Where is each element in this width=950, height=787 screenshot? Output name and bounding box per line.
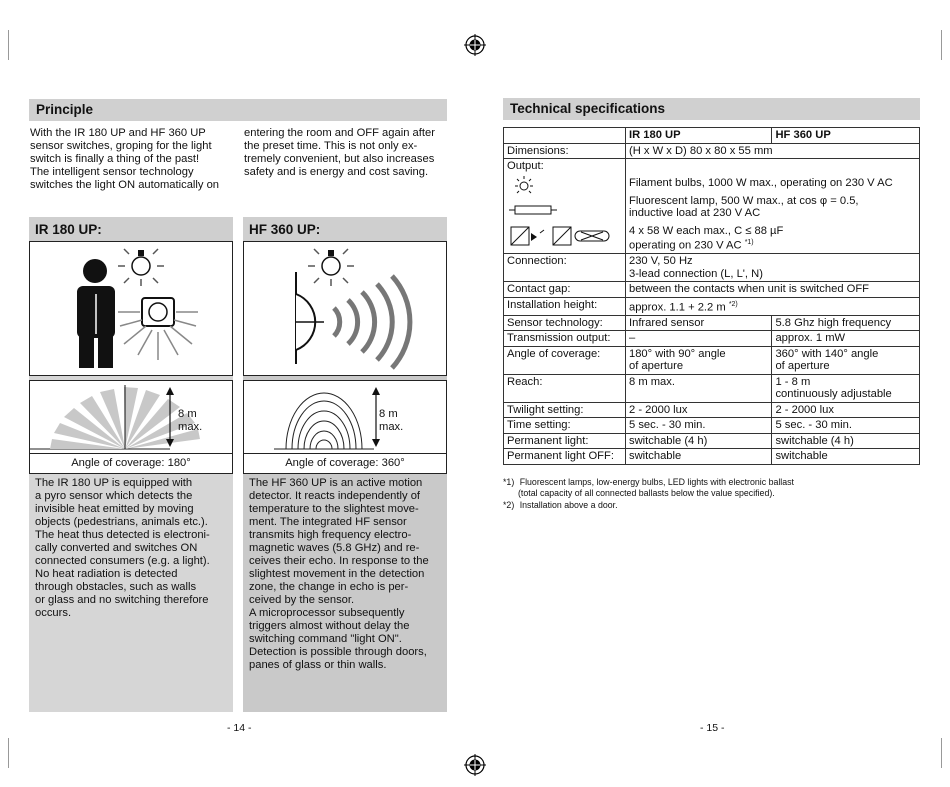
hf-coverage-circles-icon xyxy=(244,381,446,453)
page-number-right: - 15 - xyxy=(700,722,725,734)
row-value xyxy=(625,254,919,282)
crop-mark xyxy=(8,738,9,768)
hf-caption: Angle of coverage: 360° xyxy=(243,453,447,474)
principle-column-2 xyxy=(244,127,449,179)
text-line: tremely convenient, but also increases xyxy=(244,153,435,165)
hf-sensor-waves-icon xyxy=(244,242,446,375)
text-line xyxy=(629,237,916,252)
text-line: or glass and no switching therefore xyxy=(35,594,209,606)
row-value: between the contacts when unit is switched OFF xyxy=(625,282,919,298)
text-line: 230 V, 50 Hz xyxy=(628,255,693,268)
row-label xyxy=(504,159,626,254)
table-row xyxy=(504,331,920,347)
row-label: Permanent light: xyxy=(504,433,626,449)
ir-heading: IR 180 UP: xyxy=(29,217,233,241)
text-line: panes of glass or thin walls. xyxy=(249,659,387,671)
principle-heading: Principle xyxy=(29,99,447,121)
ir-coverage-diagram xyxy=(29,380,233,454)
bulb-icon xyxy=(513,175,535,195)
text-line: sensor switches, groping for the light xyxy=(30,140,212,152)
row-label: Transmission output: xyxy=(504,331,626,347)
row-label: Permanent light OFF: xyxy=(504,449,626,465)
footnote-mark: *1) xyxy=(503,477,515,487)
range-unit: max. xyxy=(178,421,203,433)
hf-heading: HF 360 UP: xyxy=(243,217,447,241)
range-value: 8 m xyxy=(379,408,398,420)
spec-table xyxy=(503,127,920,465)
text-line: triggers almost without delay the xyxy=(249,620,410,632)
cell-ir xyxy=(625,346,771,374)
text-line: The intelligent sensor technology xyxy=(30,166,194,178)
table-row xyxy=(504,254,920,282)
text-line: switches the light ON automatically on xyxy=(30,179,220,191)
cell-ir: 8 m max. xyxy=(625,374,771,402)
table-row xyxy=(504,433,920,449)
output-label: Output: xyxy=(507,160,544,172)
table-cell xyxy=(504,128,626,144)
text-line: Installation above a door. xyxy=(519,500,618,510)
fluorescent-tube-icon xyxy=(509,203,557,217)
footnote-ref: *1) xyxy=(744,239,754,246)
text-line: The HF 360 UP is an active motion xyxy=(249,477,423,489)
table-row-output xyxy=(504,159,920,254)
ir-caption: Angle of coverage: 180° xyxy=(29,453,233,474)
text-line: ceives their echo. In response to the xyxy=(249,555,429,567)
text-line: 3-lead connection (L, L', N) xyxy=(628,267,763,280)
text-line: a pyro sensor which detects the xyxy=(35,490,193,502)
text-line: entering the room and OFF again after xyxy=(244,127,435,139)
cell-hf xyxy=(772,346,920,374)
table-row xyxy=(504,449,920,465)
text-line: A microprocessor subsequently xyxy=(249,607,405,619)
text-line: of aperture xyxy=(775,360,830,373)
text-line: ceived by the sensor. xyxy=(249,594,355,606)
output-fluorescent xyxy=(629,195,916,220)
row-label: Twilight setting: xyxy=(504,402,626,418)
text-line: the preset time. This is not only ex- xyxy=(244,140,418,152)
row-label: Dimensions: xyxy=(504,143,626,159)
cell-hf: 5.8 Ghz high frequency xyxy=(772,315,920,331)
table-header-row xyxy=(504,128,920,144)
text-line: The IR 180 UP is equipped with xyxy=(35,477,193,489)
text-line: 360° with 140° angle xyxy=(775,347,879,360)
row-label: Reach: xyxy=(504,374,626,402)
output-bulb: Filament bulbs, 1000 W max., operating on 230 V AC xyxy=(628,177,893,189)
text-line: Fluorescent lamps, low-energy bulbs, LED lights with electronic ballast xyxy=(519,477,794,487)
footnote-ref: *2) xyxy=(728,300,738,308)
hf-description xyxy=(249,477,445,672)
text-line: occurs. xyxy=(35,607,72,619)
cell-ir: switchable (4 h) xyxy=(625,433,771,449)
table-row xyxy=(504,374,920,402)
table-row xyxy=(504,402,920,418)
hf-range-label xyxy=(379,408,403,434)
page-number-left: - 14 - xyxy=(227,722,252,734)
output-led xyxy=(629,225,916,253)
ir-range-label xyxy=(178,408,202,434)
principle-column-1 xyxy=(30,127,240,192)
text-line: ment. The integrated HF sensor xyxy=(249,516,407,528)
text-line: 1 - 8 m xyxy=(775,375,811,388)
row-label: Angle of coverage: xyxy=(504,346,626,374)
range-value: 8 m xyxy=(178,408,197,420)
text-line: switch is finally a thing of the past! xyxy=(30,153,200,165)
cell-hf: 5 sec. - 30 min. xyxy=(772,418,920,434)
text-line: approx. 1.1 + 2.2 m xyxy=(628,301,726,314)
registration-mark-icon xyxy=(464,34,486,56)
text-line: operating on 230 V AC xyxy=(628,239,742,252)
row-label: Contact gap: xyxy=(504,282,626,298)
crop-mark xyxy=(941,30,942,60)
table-row xyxy=(504,418,920,434)
text-line: objects (pedestrians, animals etc.). xyxy=(35,516,208,528)
cell-hf: switchable xyxy=(772,449,920,465)
row-value xyxy=(625,159,919,254)
table-row xyxy=(504,143,920,159)
ir-person-sensor-icon xyxy=(30,242,232,375)
cell-ir: 5 sec. - 30 min. xyxy=(625,418,771,434)
registration-mark-icon xyxy=(464,754,486,776)
cell-ir: Infrared sensor xyxy=(625,315,771,331)
table-row xyxy=(504,315,920,331)
text-line: (total capacity of all connected ballasts below the value specified). xyxy=(518,488,775,498)
text-line: 180° with 90° angle xyxy=(628,347,726,360)
hf-illustration xyxy=(243,241,447,376)
text-line: The heat thus detected is electroni- xyxy=(35,529,210,541)
text-line: invisible heat emitted by moving xyxy=(35,503,194,515)
cell-hf: 2 - 2000 lux xyxy=(772,402,920,418)
footnote-mark: *2) xyxy=(503,500,515,510)
text-line: Detection is possible through doors, xyxy=(249,646,427,658)
row-label: Connection: xyxy=(504,254,626,282)
footnote-1 xyxy=(503,477,923,499)
text-line: of aperture xyxy=(628,360,684,373)
footnote-2 xyxy=(503,500,923,511)
text-line: safety and is energy and cost saving. xyxy=(244,166,429,178)
text-line: 4 x 58 W each max., C ≤ 88 µF xyxy=(628,224,784,237)
cell-ir: switchable xyxy=(625,449,771,465)
row-label: Installation height: xyxy=(504,297,626,315)
table-header-ir: IR 180 UP xyxy=(625,128,771,144)
crop-mark xyxy=(941,738,942,768)
cell-hf: switchable (4 h) xyxy=(772,433,920,449)
text-line: connected consumers (e.g. a light). xyxy=(35,555,210,567)
range-unit: max. xyxy=(379,421,404,433)
cell-ir: – xyxy=(625,331,771,347)
ir-description xyxy=(35,477,231,620)
row-value xyxy=(625,297,919,315)
text-line: cally converted and switches ON xyxy=(35,542,198,554)
text-line: slightest movement in the detection xyxy=(249,568,425,580)
text-line: zone, the change in echo is per- xyxy=(249,581,409,593)
text-line: transmits high frequency electro- xyxy=(249,529,412,541)
text-line: switching command "light ON". xyxy=(249,633,402,645)
ir-illustration xyxy=(29,241,233,376)
text-line: temperature to the slightest move- xyxy=(249,503,419,515)
text-line: magnetic waves (5.8 GHz) and re- xyxy=(249,542,420,554)
text-line: No heat radiation is detected xyxy=(35,568,178,580)
text-line: Fluorescent lamp, 500 W max., at cos φ = 0.5, xyxy=(628,194,859,207)
row-value: (H x W x D) 80 x 80 x 55 mm xyxy=(625,143,919,159)
row-label: Sensor technology: xyxy=(504,315,626,331)
hf-coverage-diagram xyxy=(243,380,447,454)
text-line: inductive load at 230 V AC xyxy=(628,207,761,219)
row-label: Time setting: xyxy=(504,418,626,434)
text-line: through obstacles, such as walls xyxy=(35,581,197,593)
crop-mark xyxy=(8,30,9,60)
table-header-hf: HF 360 UP xyxy=(772,128,920,144)
text-line: detector. It reacts independently of xyxy=(249,490,421,502)
table-row xyxy=(504,282,920,298)
cell-hf xyxy=(772,374,920,402)
text-line: With the IR 180 UP and HF 360 UP xyxy=(30,127,206,139)
led-ballast-icon xyxy=(509,225,621,247)
text-line: continuously adjustable xyxy=(775,388,892,401)
tech-spec-heading: Technical specifications xyxy=(503,98,920,120)
cell-ir: 2 - 2000 lux xyxy=(625,402,771,418)
cell-hf: approx. 1 mW xyxy=(772,331,920,347)
table-row xyxy=(504,346,920,374)
table-row xyxy=(504,297,920,315)
